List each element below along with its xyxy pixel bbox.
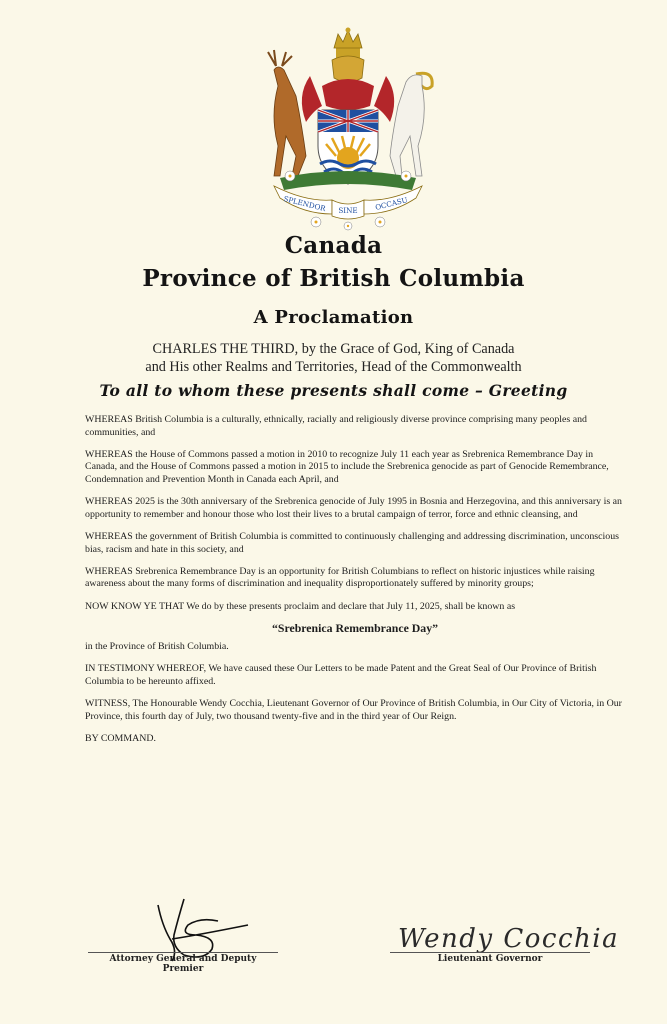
signature-line-left bbox=[88, 952, 278, 953]
motto-right: OCCASU bbox=[374, 195, 409, 212]
coat-of-arms-image bbox=[256, 26, 440, 232]
sovereign-line-1: CHARLES THE THIRD, by the Grace of God, King of Canada bbox=[152, 341, 515, 357]
deer-supporter-icon bbox=[268, 50, 306, 176]
ram-supporter-icon bbox=[390, 73, 432, 176]
motto-left: SPLENDOR bbox=[282, 193, 327, 214]
title-canada: Canada bbox=[284, 232, 383, 259]
now-know-ye: NOW KNOW YE THAT We do by these presents proclaim and declare that July 11, 2025, shall be known as bbox=[85, 600, 516, 612]
sovereign-style bbox=[0, 340, 667, 376]
whereas-house-of-commons: WHEREAS the House of Commons passed a motion in 2010 to recognize July 11 each year as Srebrenica Remembrance Day in Canada, and the House of Commons passed a motion in 2015 to include the Srebrenica genocide as part of Genocide Remembrance, Condemnation and Prevention Month in Canada each April, and bbox=[85, 448, 609, 485]
sovereign-line-2: and His other Realms and Territories, Head of the Commonwealth bbox=[145, 359, 522, 375]
signature-line-right bbox=[390, 952, 590, 953]
whereas-opportunity: WHEREAS Srebrenica Remembrance Day is an opportunity for British Columbians to reflect on historic injustices while raising awareness about the many forms of discrimination and inequality disproportionately suffered by minority groups; bbox=[85, 565, 595, 590]
signature-block-lieutenant-governor bbox=[390, 895, 620, 975]
crown-icon bbox=[334, 28, 362, 59]
svg-text:Wendy Cocchia: Wendy Cocchia bbox=[398, 924, 620, 954]
proclamation-body bbox=[85, 414, 625, 755]
whereas-diversity: WHEREAS British Columbia is a culturally, ethnically, racially and religiously diverse province comprising many peoples and communities, and bbox=[85, 414, 587, 438]
named-day: “Srebrenica Remembrance Day” bbox=[272, 621, 438, 636]
lieutenant-governor-title: Lieutenant Governor bbox=[437, 954, 543, 964]
title-proclamation: A Proclamation bbox=[253, 307, 414, 328]
witness: WITNESS, The Honourable Wendy Cocchia, Lieutenant Governor of Our Province of British Columbia, in Our City of Victoria, in Our Province, this fourth day of July, two thousand twenty-five and in the third year of Our Reign. bbox=[85, 698, 622, 722]
title-province: Province of British Columbia bbox=[142, 265, 525, 292]
greeting: To all to whom these presents shall come – Greeting bbox=[99, 381, 568, 400]
whereas-government: WHEREAS the government of British Columbia is committed to continuously challenging and addressing discrimination, unconscious bias, racism and hate in this society, and bbox=[85, 530, 619, 555]
signature-block-attorney-general bbox=[88, 895, 278, 975]
motto-center: SINE bbox=[338, 206, 358, 215]
by-command: BY COMMAND. bbox=[85, 732, 156, 744]
attorney-general-title: Attorney General and Deputy Premier bbox=[109, 954, 257, 974]
in-testimony: IN TESTIMONY WHEREOF, We have caused these Our Letters to be made Patent and the Great Seal of Our Province of British Columbia to be hereunto affixed. bbox=[85, 663, 597, 687]
in-province: in the Province of British Columbia. bbox=[85, 641, 229, 653]
whereas-anniversary: WHEREAS 2025 is the 30th anniversary of the Srebrenica genocide of July 1995 in Bosnia and Herzegovina, and this anniversary is an opportunity to remember and honour those who lost their lives to a brutal campaign of terror, force and ethnic cleansing, and bbox=[85, 496, 622, 520]
